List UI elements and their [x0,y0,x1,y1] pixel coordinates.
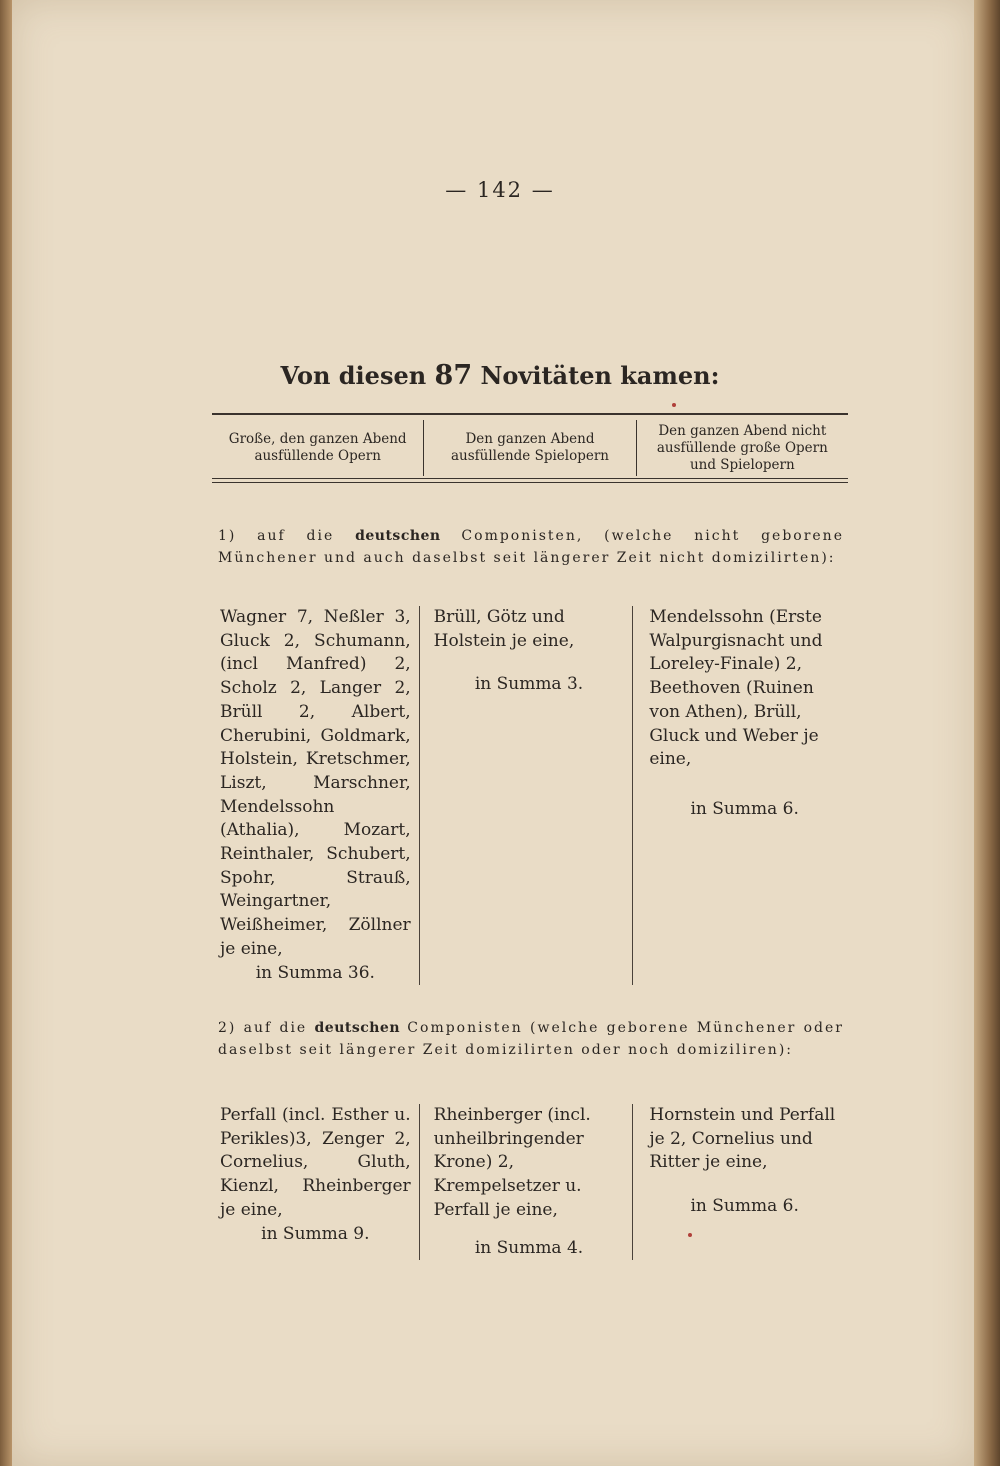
section2-col3-text: Hornstein und Perfall je 2, Cornelius und Ritter je eine, [649,1105,836,1173]
ink-spot [688,1233,692,1237]
section2-column-short [632,1104,848,1260]
section2-col1-total: in Summa 9. [261,1223,370,1244]
heading-prefix: Von diesen [280,361,435,390]
page-number: — 142 — [445,178,555,202]
section1-col1-text: Wagner 7, Neßler 3, Gluck 2, Schumann, (incl Manfred) 2, Scholz 2, Langer 2, Brüll 2, Albert, Cherubini, Goldmark, Holstein, Kretschmer, Liszt, Marschner, Mendelssohn (Athalia), Mozart, Reinthaler, Schubert, Spohr, Strauß, Weingartner, Weißheimer, Zöllner je eine, [220,607,411,959]
section1-column-grand [212,606,419,985]
section1-text-after: Componisten, (welche nicht geborene Münchener und auch daselbst seit längerer Zeit nicht domizilirten): [218,528,844,566]
table-header-row [212,420,848,476]
heading-middle: Novitäten [472,361,612,390]
table-header-rule-double [212,482,848,483]
book-spine [0,0,12,1466]
section1-col2-text: Brüll, Götz und Holstein je eine, [433,607,575,651]
heading-number: 87 [434,360,473,391]
section1-intro [218,525,844,569]
header-grand-opera: Große, den ganzen Abend ausfüllende Opern [228,431,407,464]
section2-column-grand [212,1104,419,1260]
section2-text-before: 2) auf die [218,1020,315,1036]
header-comic-opera: Den ganzen Abend ausfüllende Spielopern [423,420,635,476]
section1-col2-total: in Summa 3. [474,674,584,695]
section2-col2-total: in Summa 4. [474,1237,584,1258]
section1-col1-total: in Summa 36. [255,962,375,983]
header-short-opera: Den ganzen Abend nicht ausfüllende große Opern und Spielopern [636,420,848,476]
heading-suffix: kamen: [611,361,720,390]
section1-text-before: 1) auf die [218,528,356,544]
ink-spot [672,403,676,407]
table-header-rule [212,478,848,479]
section2-column-comic [419,1104,633,1260]
table-top-rule [212,413,848,415]
section-heading [0,360,1000,391]
page-edge [974,0,1000,1466]
section2-intro [218,1017,844,1061]
section2-col1-text: Perfall (incl. Esther u. Perikles)3, Zenger 2, Cornelius, Gluth, Kienzl, Rheinberger je eine, [220,1105,411,1220]
section2-emphasis: deutschen [314,1020,401,1036]
section2-col3-total: in Summa 6. [690,1196,799,1217]
section1-col3-total: in Summa 6. [690,798,799,819]
section1-emphasis: deutschen [355,528,441,544]
section1-column-comic [419,606,633,985]
section2-col2-text: Rheinberger (incl. unheilbringender Krone) 2, Krempelsetzer u. Perfall je eine, [433,1105,591,1220]
section2-text-after: Componisten (welche geborene Münchener oder daselbst seit längerer Zeit domizilirten oder noch domiziliren): [218,1020,844,1058]
section1-col3-text: Mendelssohn (Erste Walpurgisnacht und Loreley-Finale) 2, Beethoven (Ruinen von Athen), Brüll, Gluck und Weber je eine, [649,607,823,770]
section1-column-short [632,606,848,985]
section1-columns [212,606,848,985]
section2-columns [212,1104,848,1260]
